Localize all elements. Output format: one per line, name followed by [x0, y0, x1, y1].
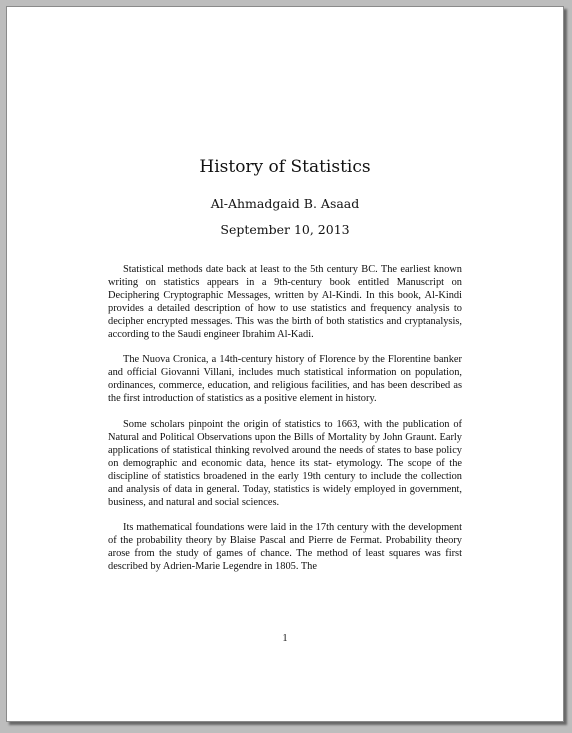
paragraph-4: Its mathematical foundations were laid in the 17th century with the development of the probability theory by Blaise Pascal and Pierre de Fermat. Probability theory arose from the study of games of chance. The method of least squares was first described by Adrien-Marie Legendre in 1805. The	[108, 522, 462, 573]
page-number: 1	[282, 633, 288, 644]
paragraph-2: The Nuova Cronica, a 14th-century history of Florence by the Florentine banker and official Giovanni Villani, includes much statistical information on population, ordinances, commerce, education, and religious facilities, and has been described as the first introduction of statistics as a positive element in history.	[108, 354, 462, 405]
document-title: History of Statistics	[199, 157, 371, 177]
document-date: September 10, 2013	[220, 222, 350, 237]
document-author: Al-Ahmadgaid B. Asaad	[210, 196, 360, 211]
document-body	[108, 264, 462, 587]
document-page	[6, 6, 564, 722]
paragraph-3: Some scholars pinpoint the origin of statistics to 1663, with the publication of Natural and Political Observations upon the Bills of Mortality by John Graunt. Early applications of statistical thinking revolved around the needs of states to base policy on demographic and economic data, hence its stat- etymology. The scope of the discipline of statistics broadened in the early 19th century to include the collection and analysis of data in general. Today, statistics is widely employed in government, business, and natural and social sciences.	[108, 419, 462, 508]
paragraph-1: Statistical methods date back at least to the 5th century BC. The earliest known writing on statistics appears in a 9th-century book entitled Manuscript on Deciphering Cryptographic Messages, written by Al-Kindi. In this book, Al-Kindi provides a detailed description of how to use statistics and frequency analysis to decipher encrypted messages. This was the birth of both statistics and cryptanalysis, according to the Saudi engineer Ibrahim Al-Kadi.	[108, 264, 462, 340]
